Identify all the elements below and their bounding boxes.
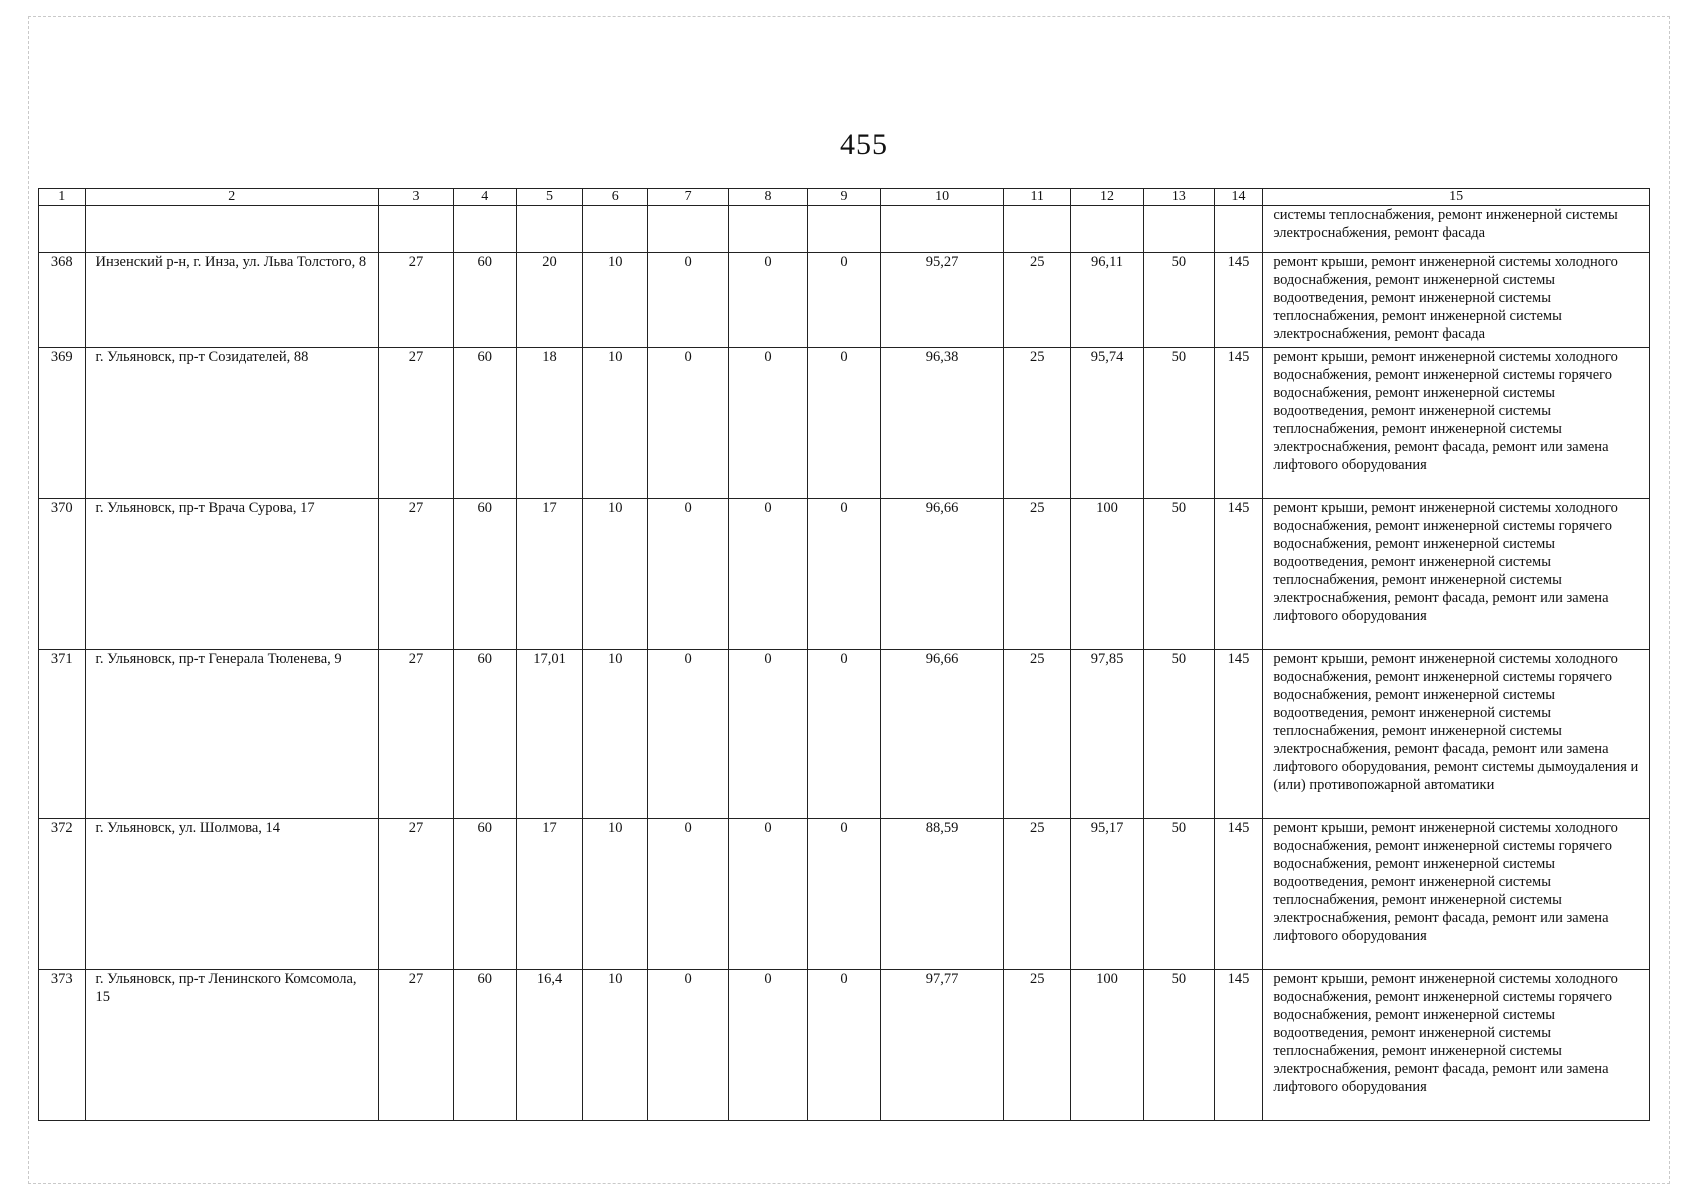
value-cell: 18 — [516, 348, 583, 499]
value-cell: 27 — [379, 499, 454, 650]
value-cell: 60 — [453, 348, 516, 499]
value-cell: 100 — [1071, 499, 1144, 650]
value-cell: 0 — [808, 970, 881, 1121]
value-cell: 0 — [729, 970, 808, 1121]
value-cell: 97,85 — [1071, 650, 1144, 819]
value-cell: 145 — [1214, 348, 1263, 499]
value-cell: 25 — [1004, 253, 1071, 348]
value-cell: 88,59 — [880, 819, 1003, 970]
row-number-cell: 371 — [39, 650, 86, 819]
address-cell: г. Ульяновск, пр-т Созидателей, 88 — [85, 348, 378, 499]
value-cell: 25 — [1004, 650, 1071, 819]
value-cell: 0 — [729, 650, 808, 819]
registry-table — [38, 188, 1650, 1121]
value-cell: 145 — [1214, 253, 1263, 348]
value-cell: 10 — [583, 970, 648, 1121]
value-cell: 10 — [583, 650, 648, 819]
value-cell: 145 — [1214, 499, 1263, 650]
value-cell: 10 — [583, 819, 648, 970]
value-cell: 0 — [808, 348, 881, 499]
value-cell: 50 — [1143, 819, 1214, 970]
value-cell: 17 — [516, 499, 583, 650]
value-cell: 50 — [1143, 970, 1214, 1121]
address-cell: г. Ульяновск, пр-т Ленинского Комсомола, 15 — [85, 970, 378, 1121]
works-cell: системы теплоснабжения, ремонт инженерной системы электроснабжения, ремонт фасада — [1263, 206, 1650, 253]
value-cell: 25 — [1004, 819, 1071, 970]
table-row — [39, 499, 1650, 650]
value-cell: 0 — [648, 819, 729, 970]
address-cell: г. Ульяновск, пр-т Врача Сурова, 17 — [85, 499, 378, 650]
works-cell: ремонт крыши, ремонт инженерной системы холодного водоснабжения, ремонт инженерной системы горячего водоснабжения, ремонт инженерной системы водоотведения, ремонт инженерной системы теплоснабжения, ремонт инженерной системы электроснабжения, ремонт фасада, ремонт или замена лифтового оборудования — [1263, 499, 1650, 650]
table-cell — [516, 206, 583, 253]
value-cell: 0 — [729, 253, 808, 348]
row-number-cell: 369 — [39, 348, 86, 499]
value-cell: 0 — [729, 348, 808, 499]
value-cell: 27 — [379, 348, 454, 499]
works-cell: ремонт крыши, ремонт инженерной системы холодного водоснабжения, ремонт инженерной системы горячего водоснабжения, ремонт инженерной системы водоотведения, ремонт инженерной системы теплоснабжения, ремонт инженерной системы электроснабжения, ремонт фасада, ремонт или замена лифтового оборудования — [1263, 970, 1650, 1121]
column-header: 7 — [648, 189, 729, 206]
table-cell — [648, 206, 729, 253]
value-cell: 0 — [808, 499, 881, 650]
value-cell: 50 — [1143, 499, 1214, 650]
table-cell — [39, 206, 86, 253]
header-row — [39, 189, 1650, 206]
table-cell — [583, 206, 648, 253]
value-cell: 96,38 — [880, 348, 1003, 499]
column-header: 8 — [729, 189, 808, 206]
value-cell: 60 — [453, 253, 516, 348]
table-cell — [808, 206, 881, 253]
value-cell: 100 — [1071, 970, 1144, 1121]
value-cell: 25 — [1004, 970, 1071, 1121]
value-cell: 27 — [379, 650, 454, 819]
value-cell: 0 — [648, 348, 729, 499]
value-cell: 0 — [808, 819, 881, 970]
value-cell: 60 — [453, 970, 516, 1121]
address-cell: г. Ульяновск, ул. Шолмова, 14 — [85, 819, 378, 970]
table-cell — [379, 206, 454, 253]
page-number: 455 — [840, 128, 888, 161]
address-cell: Инзенский р-н, г. Инза, ул. Льва Толстого, 8 — [85, 253, 378, 348]
value-cell: 145 — [1214, 970, 1263, 1121]
value-cell: 0 — [648, 253, 729, 348]
column-header: 6 — [583, 189, 648, 206]
value-cell: 25 — [1004, 499, 1071, 650]
table-cell — [453, 206, 516, 253]
value-cell: 60 — [453, 819, 516, 970]
value-cell: 50 — [1143, 348, 1214, 499]
column-header: 1 — [39, 189, 86, 206]
column-header: 2 — [85, 189, 378, 206]
table-cell — [1143, 206, 1214, 253]
table-cell — [85, 206, 378, 253]
table-row — [39, 819, 1650, 970]
table-row — [39, 253, 1650, 348]
value-cell: 60 — [453, 499, 516, 650]
table-row — [39, 348, 1650, 499]
column-header: 15 — [1263, 189, 1650, 206]
value-cell: 96,11 — [1071, 253, 1144, 348]
row-number-cell: 372 — [39, 819, 86, 970]
value-cell: 20 — [516, 253, 583, 348]
column-header: 10 — [880, 189, 1003, 206]
value-cell: 0 — [729, 819, 808, 970]
value-cell: 145 — [1214, 819, 1263, 970]
value-cell: 10 — [583, 499, 648, 650]
value-cell: 10 — [583, 348, 648, 499]
table-cell — [729, 206, 808, 253]
value-cell: 60 — [453, 650, 516, 819]
value-cell: 27 — [379, 819, 454, 970]
value-cell: 27 — [379, 253, 454, 348]
value-cell: 10 — [583, 253, 648, 348]
value-cell: 0 — [648, 970, 729, 1121]
value-cell: 17 — [516, 819, 583, 970]
column-header: 9 — [808, 189, 881, 206]
value-cell: 0 — [648, 499, 729, 650]
value-cell: 25 — [1004, 348, 1071, 499]
column-header: 13 — [1143, 189, 1214, 206]
works-cell: ремонт крыши, ремонт инженерной системы холодного водоснабжения, ремонт инженерной системы горячего водоснабжения, ремонт инженерной системы водоотведения, ремонт инженерной системы теплоснабжения, ремонт инженерной системы электроснабжения, ремонт фасада, ремонт или замена лифтового оборудования — [1263, 819, 1650, 970]
row-number-cell: 370 — [39, 499, 86, 650]
table-cell — [1214, 206, 1263, 253]
value-cell: 0 — [648, 650, 729, 819]
value-cell: 95,74 — [1071, 348, 1144, 499]
column-header: 5 — [516, 189, 583, 206]
value-cell: 0 — [808, 253, 881, 348]
table-cell — [880, 206, 1003, 253]
address-cell: г. Ульяновск, пр-т Генерала Тюленева, 9 — [85, 650, 378, 819]
table-cell — [1004, 206, 1071, 253]
works-cell: ремонт крыши, ремонт инженерной системы холодного водоснабжения, ремонт инженерной системы горячего водоснабжения, ремонт инженерной системы водоотведения, ремонт инженерной системы теплоснабжения, ремонт инженерной системы электроснабжения, ремонт фасада, ремонт или замена лифтового оборудования, ремонт системы дымоудаления и (или) противопожарной автоматики — [1263, 650, 1650, 819]
table-cell — [1071, 206, 1144, 253]
value-cell: 17,01 — [516, 650, 583, 819]
value-cell: 27 — [379, 970, 454, 1121]
value-cell: 95,27 — [880, 253, 1003, 348]
value-cell: 95,17 — [1071, 819, 1144, 970]
column-header: 12 — [1071, 189, 1144, 206]
works-cell: ремонт крыши, ремонт инженерной системы холодного водоснабжения, ремонт инженерной системы горячего водоснабжения, ремонт инженерной системы водоотведения, ремонт инженерной системы теплоснабжения, ремонт инженерной системы электроснабжения, ремонт фасада, ремонт или замена лифтового оборудования — [1263, 348, 1650, 499]
table-row — [39, 970, 1650, 1121]
column-header: 3 — [379, 189, 454, 206]
row-number-cell: 368 — [39, 253, 86, 348]
table-row — [39, 650, 1650, 819]
row-number-cell: 373 — [39, 970, 86, 1121]
column-header: 14 — [1214, 189, 1263, 206]
value-cell: 145 — [1214, 650, 1263, 819]
value-cell: 97,77 — [880, 970, 1003, 1121]
value-cell: 50 — [1143, 650, 1214, 819]
value-cell: 16,4 — [516, 970, 583, 1121]
value-cell: 50 — [1143, 253, 1214, 348]
value-cell: 96,66 — [880, 650, 1003, 819]
continuation-row — [39, 206, 1650, 253]
value-cell: 96,66 — [880, 499, 1003, 650]
value-cell: 0 — [808, 650, 881, 819]
works-cell: ремонт крыши, ремонт инженерной системы холодного водоснабжения, ремонт инженерной системы водоотведения, ремонт инженерной системы теплоснабжения, ремонт инженерной системы электроснабжения, ремонт фасада — [1263, 253, 1650, 348]
column-header: 4 — [453, 189, 516, 206]
column-header: 11 — [1004, 189, 1071, 206]
value-cell: 0 — [729, 499, 808, 650]
